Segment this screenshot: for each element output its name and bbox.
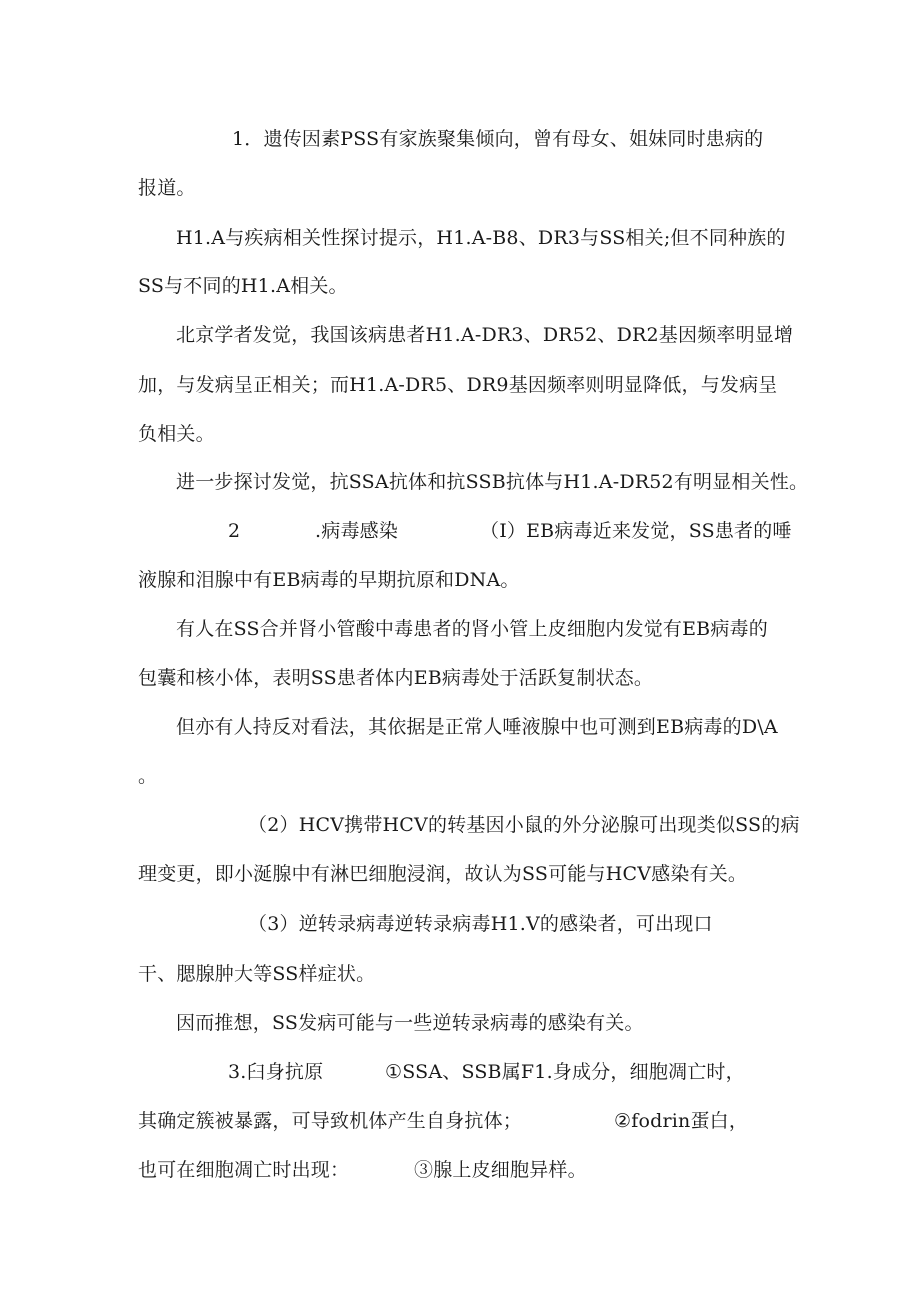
text-line: 进一步探讨发觉，抗SSA抗体和抗SSB抗体与H1.A-DR52有明显相关性。 bbox=[176, 471, 809, 493]
text-line: 负相关。 bbox=[138, 423, 215, 445]
text-line: 2 bbox=[228, 520, 241, 542]
text-line: 液腺和泪腺中有EB病毒的早期抗原和DNA。 bbox=[138, 569, 520, 591]
text-line: 干、腮腺肿大等SS样症状。 bbox=[138, 963, 376, 985]
text-line: （2）HCV携带HCV的转基因小鼠的外分泌腺可出现类似SS的病 bbox=[248, 814, 800, 836]
text-line: 因而推想，SS发病可能与一些逆转录病毒的感染有关。 bbox=[176, 1012, 644, 1034]
text-line: ②fodrin蛋白， bbox=[614, 1110, 749, 1132]
text-line: .病毒感染 bbox=[315, 520, 399, 542]
text-line: 理变更，即小涎腺中有淋巴细胞浸润，故认为SS可能与HCV感染有关。 bbox=[138, 863, 748, 885]
text-line: 3.臼身抗原 bbox=[228, 1061, 324, 1083]
text-line: H1.A与疾病相关性探讨提示，H1.A-B8、DR3与SS相关;但不同种族的 bbox=[176, 227, 786, 249]
text-line: SS与不同的H1.A相关。 bbox=[138, 275, 348, 297]
text-line: 加，与发病呈正相关；而H1.A-DR5、DR9基因频率则明显降低，与发病呈 bbox=[138, 374, 778, 396]
text-line: ③腺上皮细胞异样。 bbox=[414, 1159, 587, 1181]
text-line: （3）逆转录病毒逆转录病毒H1.V的感染者，可出现口 bbox=[248, 913, 713, 935]
text-line: 。 bbox=[138, 765, 158, 787]
text-line: ①SSA、SSB属F1.身成分，细胞凋亡时， bbox=[385, 1061, 745, 1083]
text-line: 有人在SS合并肾小管酸中毒患者的肾小管上皮细胞内发觉有EB病毒的 bbox=[176, 618, 768, 640]
text-line: （I）EB病毒近来发觉，SS患者的唾 bbox=[480, 520, 792, 542]
text-line: 北京学者发觉，我国该病患者H1.A-DR3、DR52、DR2基因频率明显增 bbox=[176, 324, 794, 346]
text-line: 包囊和核小体，表明SS患者体内EB病毒处于活跃复制状态。 bbox=[138, 667, 654, 689]
text-line: 其确定簇被暴露，可导致机体产生自身抗体； bbox=[138, 1110, 523, 1132]
text-line: 也可在细胞凋亡时出现： bbox=[138, 1159, 350, 1181]
text-line: 1．遗传因素PSS有家族聚集倾向，曾有母女、姐妹同时患病的 bbox=[232, 128, 764, 150]
text-line: 报道。 bbox=[138, 177, 196, 199]
text-line: 但亦有人持反对看法，其依据是正常人唾液腺中也可测到EB病毒的D\A bbox=[176, 716, 778, 738]
